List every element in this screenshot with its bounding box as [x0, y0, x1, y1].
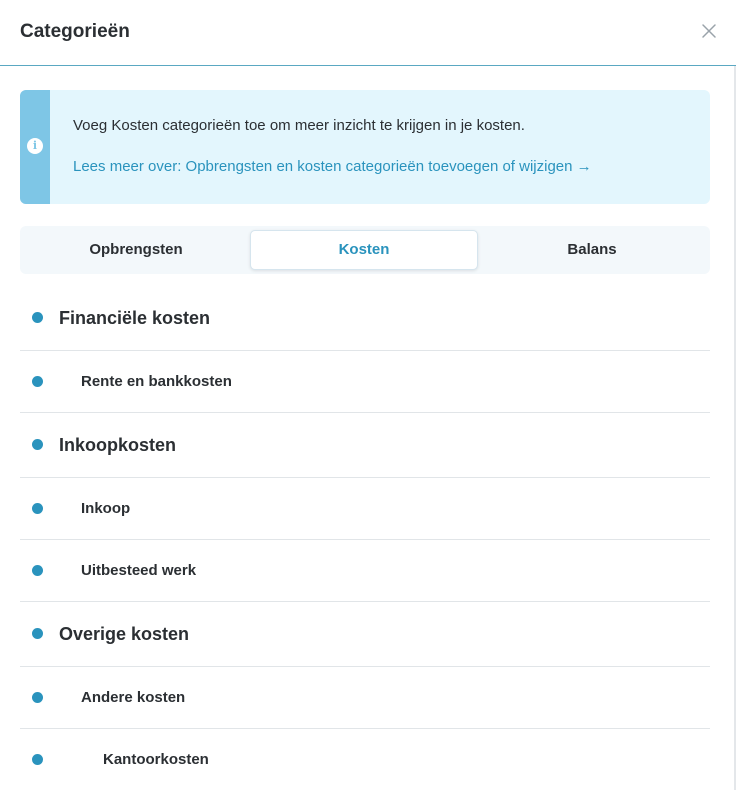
category-row[interactable] [20, 667, 710, 729]
category-dot-icon [32, 628, 43, 639]
category-name: Overige kosten [59, 624, 190, 644]
category-dot-icon [32, 692, 43, 703]
category-list [20, 286, 710, 790]
tab-opbrengsten[interactable]: Opbrengsten [89, 241, 183, 258]
arrow-right-icon: → [576, 158, 592, 175]
dialog-title: Categorieën [20, 21, 130, 42]
category-name: Financiële kosten [59, 308, 211, 328]
category-row[interactable] [20, 602, 710, 667]
category-row[interactable] [20, 540, 710, 602]
close-icon[interactable] [700, 22, 718, 40]
category-name: Inkoop [81, 500, 131, 517]
category-tabs [20, 226, 710, 274]
info-icon: i [27, 138, 43, 154]
info-link-text: Lees meer over: Opbrengsten en kosten categorieën toevoegen of wijzigen [73, 158, 573, 175]
info-text: Voeg Kosten categorieën toe om meer inzicht te krijgen in je kosten. [73, 117, 525, 134]
category-row[interactable] [20, 413, 710, 478]
category-name: Rente en bankkosten [81, 373, 232, 390]
category-dot-icon [32, 312, 43, 323]
tab-balans[interactable]: Balans [567, 241, 617, 258]
category-row[interactable] [20, 286, 710, 351]
category-name: Andere kosten [81, 689, 186, 706]
category-row[interactable] [20, 729, 710, 790]
info-stripe [20, 90, 50, 204]
category-row[interactable] [20, 351, 710, 413]
category-name: Inkoopkosten [59, 435, 177, 455]
category-dot-icon [32, 754, 43, 765]
category-dot-icon [32, 565, 43, 576]
info-banner [20, 90, 710, 204]
category-name: Uitbesteed werk [81, 562, 197, 579]
category-dot-icon [32, 439, 43, 450]
category-dot-icon [32, 376, 43, 387]
tab-kosten[interactable]: Kosten [250, 230, 478, 270]
category-row[interactable] [20, 478, 710, 540]
category-dot-icon [32, 503, 43, 514]
dialog-header [0, 0, 736, 66]
info-link[interactable] [73, 157, 592, 177]
category-name: Kantoorkosten [103, 751, 209, 768]
